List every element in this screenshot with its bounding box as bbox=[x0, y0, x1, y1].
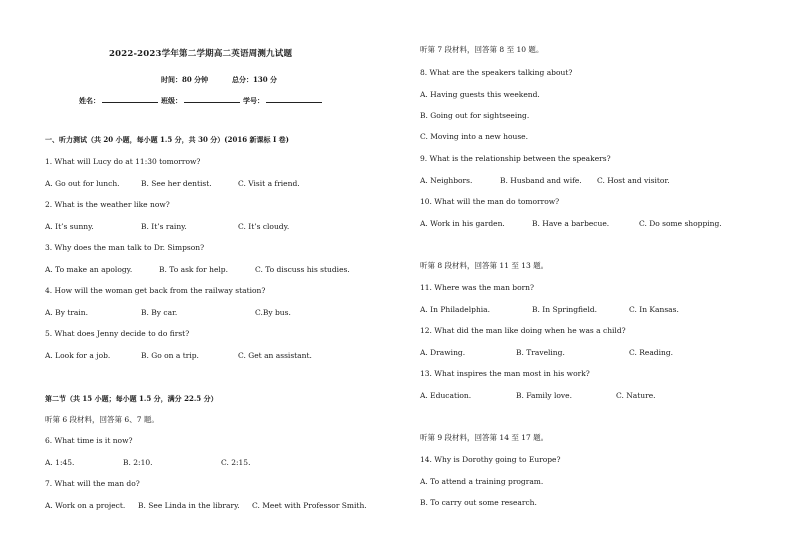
option-b: B. Have a barbecue. bbox=[532, 219, 610, 228]
option-c: C. Visit a friend. bbox=[238, 179, 300, 188]
question-text: 12. What did the man like doing when he was a child? bbox=[420, 326, 626, 335]
question-text: 7. What will the man do? bbox=[45, 479, 140, 488]
option-a: A. To make an apology. bbox=[45, 265, 133, 274]
option-a: A. Work in his garden. bbox=[420, 219, 505, 228]
option-a: A. In Philadelphia. bbox=[420, 305, 491, 314]
id-label: 学号： bbox=[243, 96, 264, 105]
option-b: B. To carry out some research. bbox=[420, 498, 537, 507]
group-instruction: 听第 9 段材料，回答第 14 至 17 题。 bbox=[420, 433, 549, 442]
question-text: 8. What are the speakers talking about? bbox=[420, 68, 573, 77]
option-a: A. Look for a job. bbox=[45, 351, 111, 360]
question-text: 14. Why is Dorothy going to Europe? bbox=[420, 455, 561, 464]
question-text: 2. What is the weather like now? bbox=[45, 200, 170, 209]
option-a: A. Work on a project. bbox=[45, 501, 126, 510]
option-a: A. To attend a training program. bbox=[420, 477, 544, 486]
group-instruction: 听第 8 段材料，回答第 11 至 13 题。 bbox=[420, 261, 549, 270]
option-a: A. Neighbors. bbox=[420, 176, 473, 185]
section1-heading: 一、听力测试（共 20 小题，每小题 1.5 分，共 30 分）(2016 新课标 I 卷) bbox=[45, 135, 289, 144]
option-b: B. Husband and wife. bbox=[500, 176, 582, 185]
option-c: C. Do some shopping. bbox=[639, 219, 722, 228]
option-c: C. Get an assistant. bbox=[238, 351, 312, 360]
option-c: C. Host and visitor. bbox=[597, 176, 670, 185]
class-label: 班级： bbox=[161, 96, 182, 105]
option-b: B. 2:10. bbox=[123, 458, 153, 467]
option-b: B. In Springfield. bbox=[532, 305, 598, 314]
question-text: 4. How will the woman get back from the railway station? bbox=[45, 286, 266, 295]
option-b: B. See her dentist. bbox=[141, 179, 212, 188]
option-b: B. Family love. bbox=[516, 391, 572, 400]
option-b: B. To ask for help. bbox=[159, 265, 228, 274]
exam-time: 时间：80 分钟 bbox=[161, 75, 209, 84]
option-b: B. See Linda in the library. bbox=[138, 501, 240, 510]
option-c: C.By bus. bbox=[255, 308, 291, 317]
option-c: C. To discuss his studies. bbox=[255, 265, 350, 274]
option-b: B. By car. bbox=[141, 308, 178, 317]
question-text: 1. What will Lucy do at 11:30 tomorrow? bbox=[45, 157, 201, 166]
group-instruction: 听第 7 段材料，回答第 8 至 10 题。 bbox=[420, 45, 544, 54]
option-c: C. Moving into a new house. bbox=[420, 132, 529, 141]
exam-title: 2022-2023学年第二学期高二英语周测九试题 bbox=[109, 49, 293, 59]
name-field[interactable] bbox=[102, 95, 158, 103]
option-c: C. Reading. bbox=[629, 348, 674, 357]
group-instruction: 听第 6 段材料，回答第 6、7 题。 bbox=[45, 415, 159, 424]
option-a: A. Go out for lunch. bbox=[45, 179, 120, 188]
question-text: 6. What time is it now? bbox=[45, 436, 133, 445]
question-text: 10. What will the man do tomorrow? bbox=[420, 197, 560, 206]
option-b: B. It’s rainy. bbox=[141, 222, 187, 231]
question-text: 9. What is the relationship between the speakers? bbox=[420, 154, 611, 163]
option-a: A. It’s sunny. bbox=[45, 222, 94, 231]
option-c: C. It’s cloudy. bbox=[238, 222, 290, 231]
option-c: C. 2:15. bbox=[221, 458, 251, 467]
option-a: A. Drawing. bbox=[420, 348, 466, 357]
question-text: 13. What inspires the man most in his work? bbox=[420, 369, 590, 378]
option-b: B. Going out for sightseeing. bbox=[420, 111, 530, 120]
question-text: 11. Where was the man born? bbox=[420, 283, 535, 292]
option-b: B. Go on a trip. bbox=[141, 351, 199, 360]
name-label: 姓名： bbox=[79, 96, 100, 105]
option-a: A. By train. bbox=[45, 308, 89, 317]
option-a: A. Having guests this weekend. bbox=[420, 90, 540, 99]
class-field[interactable] bbox=[184, 95, 240, 103]
question-text: 5. What does Jenny decide to do first? bbox=[45, 329, 190, 338]
option-b: B. Traveling. bbox=[516, 348, 565, 357]
question-text: 3. Why does the man talk to Dr. Simpson? bbox=[45, 243, 205, 252]
exam-score: 总分：130 分 bbox=[232, 75, 278, 84]
option-a: A. Education. bbox=[420, 391, 472, 400]
student-info-row bbox=[79, 95, 325, 106]
option-c: C. Nature. bbox=[616, 391, 656, 400]
option-c: C. In Kansas. bbox=[629, 305, 679, 314]
id-field[interactable] bbox=[266, 95, 322, 103]
section2-heading: 第二节（共 15 小题；每小题 1.5 分，满分 22.5 分） bbox=[45, 394, 218, 403]
option-c: C. Meet with Professor Smith. bbox=[252, 501, 367, 510]
option-a: A. 1:45. bbox=[45, 458, 75, 467]
